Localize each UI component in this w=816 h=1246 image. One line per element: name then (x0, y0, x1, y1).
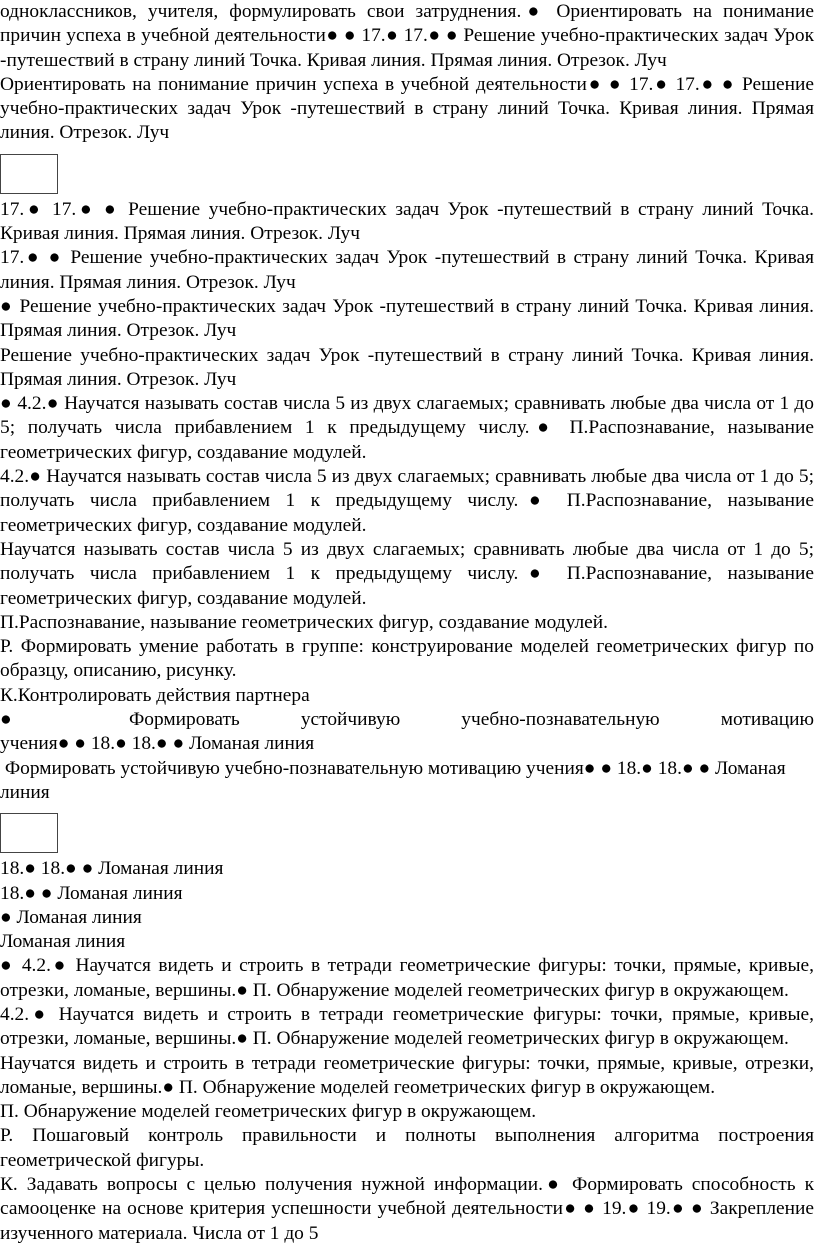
word: устойчивую (300, 709, 401, 731)
paragraph-5: ● Решение учебно-практических задач Урок -путешествий в страну линий Точка. Кривая линия. Прямая линия. Отрезок. Луч (0, 295, 814, 342)
paragraph-23: Р. Пошаговый контроль правильности и полноты выполнения алгоритма построения геометрической фигуры. (0, 1125, 814, 1171)
bullet: ● (0, 709, 68, 731)
paragraph-6: Решение учебно-практических задач Урок -путешествий в страну линий Точка. Кривая линия. Прямая линия. Отрезок. Луч (0, 344, 814, 390)
paragraph-10: П.Распознавание, называние геометрических фигур, создавание модулей. (0, 611, 608, 633)
paragraph-24: К. Задавать вопросы с целью получения нужной информации.● Формировать способность к самооценке на основе критерия успешности учебной деятельности● ● 19.● 19.● ● Закрепление изученного материала. Числа от 1 до 5 (0, 1174, 814, 1244)
word: учебно-познавательную (461, 709, 660, 731)
paragraph-19: ● 4.2.● Научатся видеть и строить в тетради геометрические фигуры: точки, прямые, кривые, отрезки, ломаные, вершины.● П. Обнаружение моделей геометрических фигур в окружающем. (0, 955, 814, 1001)
empty-image-placeholder-2 (0, 813, 58, 853)
paragraph-17: ● Ломаная линия (0, 906, 142, 928)
paragraph-11: Р. Формировать умение работать в группе: конструирование моделей геометрических фигур по образцу, описанию, рисунку. (0, 636, 814, 682)
paragraph-21: Научатся видеть и строить в тетради геометрические фигуры: точки, прямые, кривые, отрезки, ломаные, вершины.● П. Обнаружение моделей геометрических фигур в окружающем. (0, 1052, 814, 1098)
paragraph-3: 17.● 17.● ● Решение учебно-практических задач Урок -путешествий в страну линий Точка. Кривая линия. Прямая линия. Отрезок. Луч (0, 198, 814, 245)
paragraph-13-line-2: учения● ● 18.● 18.● ● Ломаная линия (0, 733, 315, 755)
paragraph-9: Научатся называть состав числа 5 из двух слагаемых; сравнивать любые два числа от 1 до 5; получать числа прибавлением 1 к предыдущему числу.● П.Распознавание, называние геометрических фигур, создавание модулей. (0, 538, 814, 609)
paragraph-20: 4.2.● Научатся видеть и строить в тетради геометрические фигуры: точки, прямые, кривые, отрезки, ломаные, вершины.● П. Обнаружение моделей геометрических фигур в окружающем. (0, 1003, 814, 1050)
word: Формировать (128, 709, 240, 731)
paragraph-22: П. Обнаружение моделей геометрических фигур в окружающем. (0, 1101, 537, 1123)
paragraph-16: 18.● ● Ломаная линия (0, 882, 183, 904)
word: мотивацию (720, 709, 814, 731)
paragraph-13-line-1 (0, 708, 814, 732)
paragraph-12: К.Контролировать действия партнера (0, 684, 310, 706)
paragraph-14: Формировать устойчивую учебно-познавательную мотивацию учения● ● 18.● 18.● ● Ломаная линия (0, 757, 791, 803)
paragraph-1: одноклассников, учителя, формулировать свои затруднения.● Ориентировать на понимание причин успеха в учебной деятельности● ● 17.● 17.● ● Решение учебно-практических задач Урок -путешествий в страну линий Точка. Кривая линия. Прямая линия. Отрезок. Луч (0, 1, 814, 71)
paragraph-8: 4.2.● Научатся называть состав числа 5 из двух слагаемых; сравнивать любые два числа от 1 до 5; получать числа прибавлением 1 к предыдущему числу.● П.Распознавание, называние геометрических фигур, создавание модулей. (0, 466, 814, 536)
paragraph-15: 18.● 18.● ● Ломаная линия (0, 858, 224, 880)
paragraph-18: Ломаная линия (0, 931, 126, 953)
paragraph-2: Ориентировать на понимание причин успеха в учебной деятельности● ● 17.● 17.● ● Решение учебно-практических задач Урок -путешествий в страну линий Точка. Кривая линия. Прямая линия. Отрезок. Луч (0, 73, 814, 144)
empty-image-placeholder-1 (0, 154, 58, 194)
paragraph-7: ● 4.2.● Научатся называть состав числа 5 из двух слагаемых; сравнивать любые два числа от 1 до 5; получать числа прибавлением 1 к предыдущему числу.● П.Распознавание, называние геометрических фигур, создавание модулей. (0, 393, 814, 463)
paragraph-4: 17.● ● Решение учебно-практических задач Урок -путешествий в страну линий Точка. Кривая линия. Прямая линия. Отрезок. Луч (0, 247, 814, 293)
